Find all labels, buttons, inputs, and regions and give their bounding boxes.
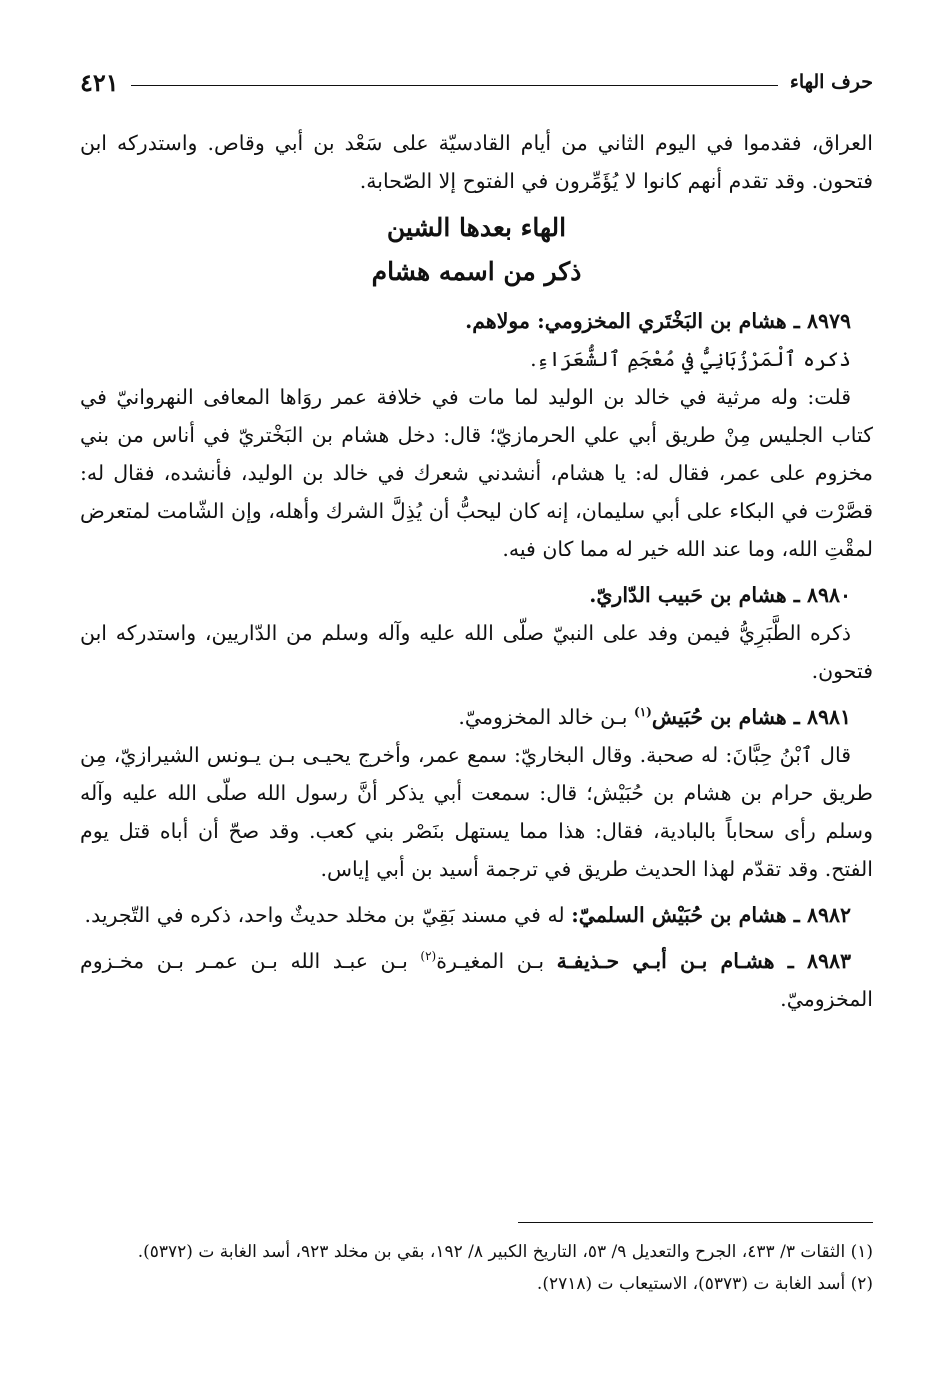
footnotes [80,1236,873,1300]
footnote-ref: (٢) [420,949,437,964]
entry-8979 [80,302,873,568]
entry-paragraph: ذكره الطَّبَرِيُّ فيمن وفد على النبيّ صلّى الله عليه وآله وسلم من الدّاريين، واستدركه ابن فتحون. [80,621,873,683]
entry-name: ٨٩٨٢ ـ هشام بن حُبَيْش السلميّ: [571,903,851,927]
chapter-title: حرف الهاء [789,71,873,93]
entry-8983 [80,942,873,1018]
entry-lineage-start: بـن المغيـرة [436,949,557,973]
entry-name: ٨٩٨٣ ـ هشـام بـن أبـي حـذيفـة [556,949,851,973]
page-header [80,62,873,102]
entry-name: ٨٩٨١ ـ هشام بن حُبَيش [651,705,851,729]
section-title: الهاء بعدها الشين [386,213,567,242]
footnote-ref: (١) [634,705,652,720]
entry-heading: ٨٩٧٩ ـ هشام بن البَخْتَري المخزومي: مولاهم. [465,309,851,333]
entry-heading [80,896,873,934]
entry-heading: ٨٩٨٠ ـ هشام بن حَبيب الدّاريّ. [589,583,851,607]
entry-lineage: بـن خالد المخزوميّ. [458,705,635,729]
entry-line: ذكره ٱلْمَرْزُبَانِيُّ في مُعْجَمِ ٱلشُّعَرَاءِ. [530,347,851,371]
entry-text: له في مسند بَقِيّ بن مخلد حديثٌ واحد، ذكره في التّجريد. [84,903,572,927]
page-body [80,124,873,1018]
entry-paragraph: قال ٱبْنُ حِبَّانَ: له صحبة. وقال البخاريّ: سمع عمر، وأخرج يحيـى بـن يـونس الشيرازيّ، مِن طريق حرام بن هشام بن حُبَيْش؛ قال: سمعت أبي يذكر أنَّ رسول الله صلّى الله عليه وآله وسلم رأى سحاباً بالبادية، فقال: هذا مما يستهل بنَصْر بني كعب. وقد صحّ أن أباه قتل يوم الفتح. وقد تقدّم لهذا الحديث طريق في ترجمة أسيد بن أبي إياس. [80,743,873,881]
footnote-2: (٢) أسد الغابة ت (٥٣٧٣)، الاستيعاب ت (٢٧١٨). [536,1274,873,1294]
intro-paragraph: العراق، فقدموا في اليوم الثاني من أيام القادسيّة على سَعْد بن أبي وقاص. واستدركه ابن فتحون. وقد تقدم أنهم كانوا لا يُؤَمِّرون في الفتوح إلا الصّحابة. [80,131,873,193]
page-number: ٤٢١ [80,67,119,97]
entry-lineage: بـن عبـد الله بـن عمـر بـن مخـزوم المخزوميّ. [80,949,873,1011]
entry-8982 [80,896,873,934]
entry-8981 [80,698,873,888]
entry-paragraph: قلت: وله مرثية في خالد بن الوليد لما مات في خلافة عمر روَاها المعافى النهروانيّ في كتاب الجليس مِنْ طريق أبي علي الحرمازيّ؛ قال: دخل هشام بن البَخْتريّ في أناس من بني مخزوم على عمر، فقال له: يا هشام، أنشدني شعرك في خالد بن الوليد، فأنشده، فقال له: قصَّرْت في البكاء على أبي سليمان، إنه كان ليحبُّ أن يُذِلَّ الشرك وأهله، وإن الشّامت لمتعرض لمقْتِ الله، وما عند الله خير له مما كان فيه. [80,385,873,561]
section-subtitle: ذكر من اسمه هشام [371,257,582,286]
entry-heading [80,698,873,736]
entry-8980 [80,576,873,690]
footnote-1: (١) الثقات ٣/ ٤٣٣، الجرح والتعديل ٩/ ٥٣، التاريخ الكبير ٨/ ١٩٢، بقي بن مخلد ٩٢٣، أسد الغابة ت (٥٣٧٢). [137,1242,873,1262]
entry-heading [80,942,873,1018]
footnote-rule [518,1222,873,1223]
header-rule [131,85,778,86]
